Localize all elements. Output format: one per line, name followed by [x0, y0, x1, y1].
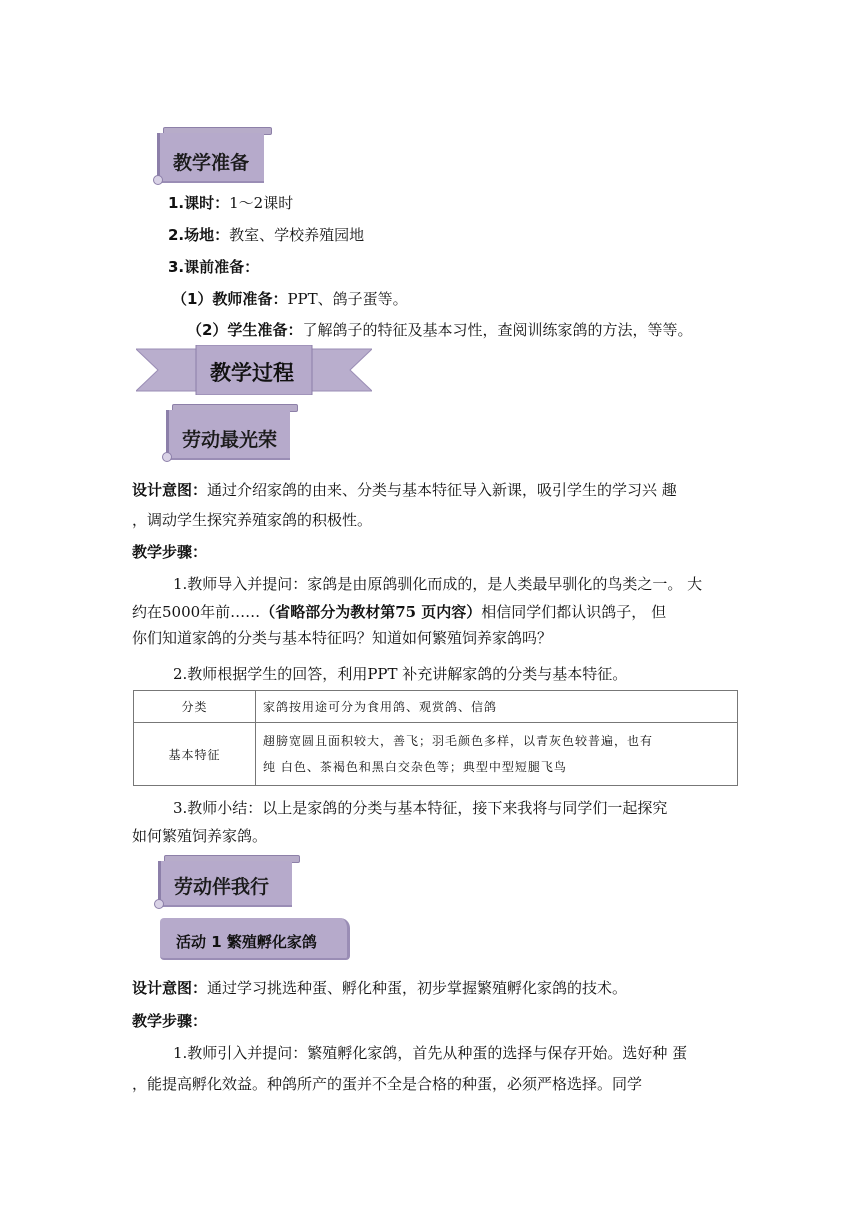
- glory-step3-line2: 如何繁殖饲养家鸽。: [132, 827, 268, 845]
- section-banner-glory: [166, 404, 298, 460]
- glory-step1-line3: 你们知道家鸽的分类与基本特征吗？知道如何繁殖饲养家鸽吗？: [132, 629, 553, 647]
- table-key-cell: 分类: [134, 691, 256, 723]
- glory-steps-label: 教学步骤：: [132, 543, 208, 561]
- section-title-with-me: 劳动伴我行: [174, 876, 270, 898]
- prep-item-2: 2.场地：教室、学校养殖园地: [168, 226, 365, 244]
- glory-step3-line1: 3.教师小结：以上是家鸽的分类与基本特征，接下来我将与同学们一起探究: [173, 799, 668, 817]
- table-key-cell: 基本特征: [134, 723, 256, 786]
- section-title-process: 教学过程: [210, 361, 294, 385]
- glory-step1-line2: 约在5000年前……（省略部分为教材第75 页内容）相信同学们都认识鸽子， 但: [132, 603, 667, 621]
- glory-intent-line1: 设计意图：通过介绍家鸽的由来、分类与基本特征导入新课，吸引学生的学习兴 趣: [132, 481, 677, 499]
- pigeon-info-table: [133, 690, 738, 786]
- activity1-step1-line2: ，能提高孵化效益。种鸽所产的蛋并不全是合格的种蛋，必须严格选择。同学: [132, 1075, 643, 1093]
- prep-item-3: 3.课前准备：: [168, 258, 260, 276]
- glory-intent-line2: ，调动学生探究养殖家鸽的积极性。: [132, 511, 373, 529]
- activity1-steps-label: 教学步骤：: [132, 1012, 208, 1030]
- prep-item-1: 1.课时：1～2课时: [168, 194, 294, 212]
- prep-student: （2）学生准备：了解鸽子的特征及基本习性，查阅训练家鸽的方法，等等。: [187, 321, 693, 339]
- glory-step2: 2.教师根据学生的回答，利用PPT 补充讲解家鸽的分类与基本特征。: [173, 665, 628, 683]
- prep-teacher: （1）教师准备：PPT、鸽子蛋等。: [172, 290, 408, 308]
- table-row: [134, 723, 738, 786]
- section-title-prep: 教学准备: [173, 152, 250, 174]
- activity1-intent: 设计意图：通过学习挑选种蛋、孵化种蛋，初步掌握繁殖孵化家鸽的技术。: [132, 979, 628, 997]
- table-value-cell: 家鸽按用途可分为食用鸽、观赏鸽、信鸽: [256, 691, 738, 723]
- section-banner-prep: [157, 127, 272, 183]
- activity1-step1-line1: 1.教师引入并提问：繁殖孵化家鸽，首先从种蛋的选择与保存开始。选好种 蛋: [173, 1044, 688, 1062]
- glory-step1-line1: 1.教师导入并提问：家鸽是由原鸽驯化而成的，是人类最早驯化的鸟类之一。 大: [173, 575, 703, 593]
- section-banner-with-me: [158, 855, 300, 907]
- section-title-glory: 劳动最光荣: [182, 429, 278, 451]
- activity1-title: 活动 1 繁殖孵化家鸽: [176, 933, 317, 951]
- table-row: [134, 691, 738, 723]
- table-value-cell: 趐膀宽圆且面积较大，善飞；羽毛颜色多样，以青灰色较普遍，也有 纯 白色、茶褐色和黑白交杂色等；典型中型短腿飞鸟: [256, 723, 738, 786]
